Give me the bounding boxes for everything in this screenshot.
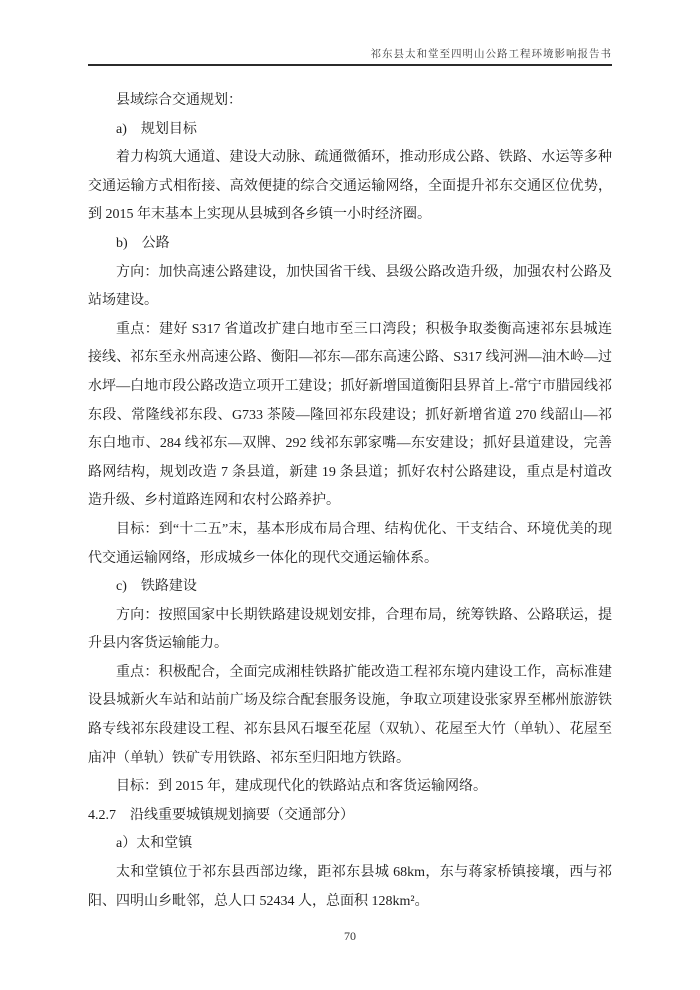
item-a-taihetang: a）太和堂镇 (116, 836, 193, 852)
page-footer (0, 929, 700, 944)
intro-label: 县域综合交通规划： (116, 93, 242, 108)
heading-4-2-7: 4.2.7 沿线重要城镇规划摘要（交通部分） (88, 807, 354, 823)
header-rule (88, 64, 612, 66)
paragraph-highway-direction: 方向：加快高速公路建设，加快国省干线、县级公路改造升级，加强农村公路及站场建设。 (88, 264, 612, 309)
paragraph-highway-target: 目标：到“十二五”末，基本形成布局合理、结构优化、干支结合、环境优美的现代交通运输网络，形成城乡一体化的现代交通运输体系。 (88, 521, 612, 566)
item-b-highway: b) 公路 (116, 235, 170, 251)
paragraph-highway-focus: 重点：建好 S317 省道改扩建白地市至三口湾段；积极争取娄衡高速祁东县城连接线、祁东至永州高速公路、衡阳—祁东—邵东高速公路、S317 线河洲—油木岭—过水坪—白地市段公路改造立项开工建设；抓好新增国道衡阳县界首上-常宁市腊园线祁东段、常隆线祁东段、G733 茶陵—隆回祁东段建设；抓好新增省道 270 线韶山—祁东白地市、284 线祁东—双牌、292 线祁东郭家嘴—东安建设；抓好县道建设，完善路网结构，规划改造 7 条县道，新建 19 条县道；抓好农村公路建设，重点是村道改造升级、乡村道路连网和农村公路养护。 (88, 321, 612, 509)
paragraph-railway-direction: 方向：按照国家中长期铁路建设规划安排，合理布局，统筹铁路、公路联运，提升县内客货运输能力。 (88, 607, 612, 652)
paragraph-railway-focus: 重点：积极配合，全面完成湘桂铁路扩能改造工程祁东境内建设工作，高标准建设县城新火车站和站前广场及综合配套服务设施，争取立项建设张家界至郴州旅游铁路专线祁东段建设工程、祁东县风石堰至花屋（双轨）、花屋至大竹（单轨）、花屋至庙冲（单轨）铁矿专用铁路、祁东至归阳地方铁路。 (88, 664, 612, 766)
header-title: 祁东县太和堂至四明山公路工程环境影响报告书 (370, 49, 612, 60)
item-c-railway: c) 铁路建设 (116, 579, 197, 595)
page-number: 70 (344, 929, 356, 943)
document-body (88, 87, 612, 916)
paragraph-planning-goals: 着力构筑大通道、建设大动脉、疏通微循环，推动形成公路、铁路、水运等多种交通运输方式相衔接、高效便捷的综合交通运输网络，全面提升祁东交通区位优势，到 2015 年末基本上实现从县城到各乡镇一小时经济圈。 (88, 150, 612, 223)
paragraph-taihetang: 太和堂镇位于祁东县西部边缘，距祁东县城 68km，东与蒋家桥镇接壤，西与祁阳、四明山乡毗邻，总人口 52434 人，总面积 128km²。 (88, 865, 612, 909)
paragraph-railway-target: 目标：到 2015 年，建成现代化的铁路站点和客货运输网络。 (116, 779, 487, 795)
item-a-planning-goals: a) 规划目标 (116, 121, 197, 137)
